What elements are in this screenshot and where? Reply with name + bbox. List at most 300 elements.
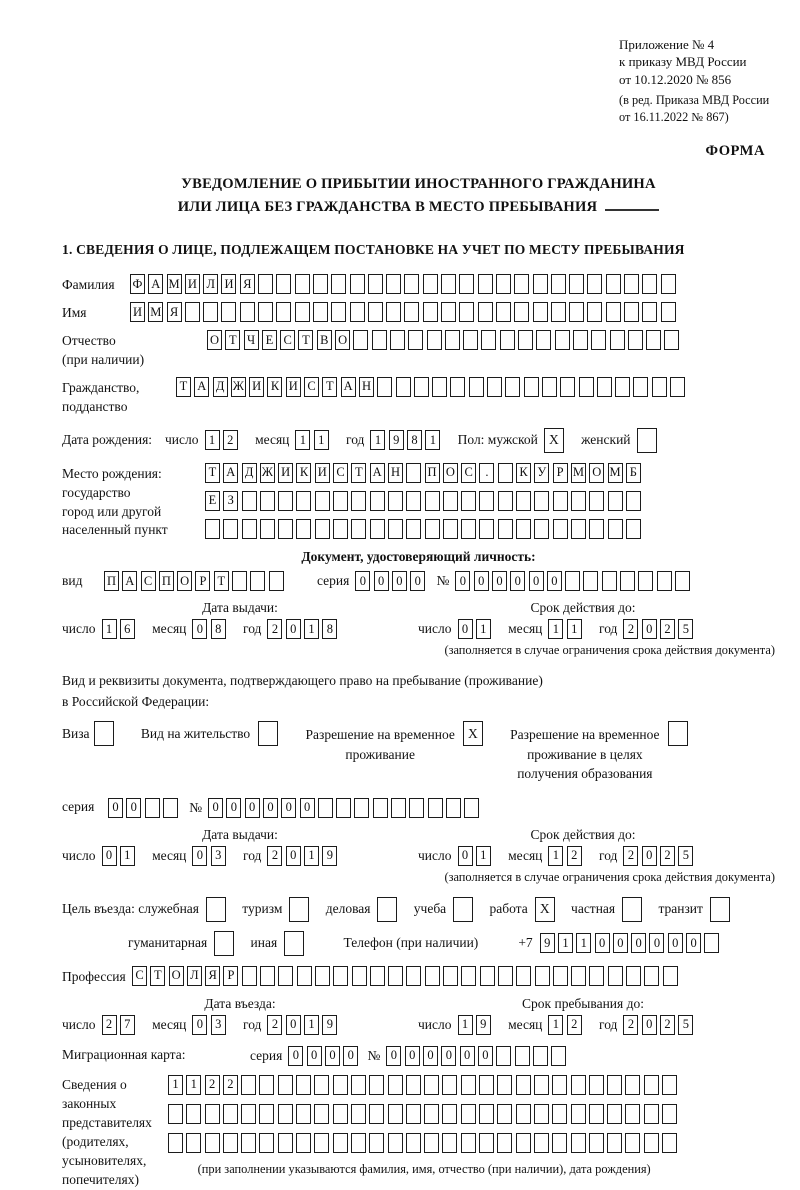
char-cell-filled[interactable]: 2 <box>623 619 638 639</box>
char-cell-empty[interactable] <box>615 377 630 397</box>
char-cell-filled[interactable]: 0 <box>300 798 315 818</box>
char-cell-empty[interactable] <box>628 330 643 350</box>
char-cell-empty[interactable] <box>644 1104 659 1124</box>
char-cell-filled[interactable]: Я <box>167 302 182 322</box>
char-cell-empty[interactable] <box>652 377 667 397</box>
char-cell-filled[interactable]: 2 <box>623 1015 638 1035</box>
char-cell-filled[interactable]: П <box>425 463 440 483</box>
char-cell-filled[interactable]: 9 <box>322 1015 337 1035</box>
char-cell-filled[interactable]: 0 <box>595 933 610 953</box>
char-cell-empty[interactable] <box>514 302 529 322</box>
char-cell-empty[interactable] <box>428 798 443 818</box>
char-cell-empty[interactable] <box>459 302 474 322</box>
char-cell-empty[interactable] <box>203 302 218 322</box>
char-cell-empty[interactable] <box>315 491 330 511</box>
char-cell-empty[interactable] <box>406 1104 421 1124</box>
char-cell-empty[interactable] <box>479 1104 494 1124</box>
char-cell-empty[interactable] <box>331 302 346 322</box>
char-cell-empty[interactable] <box>373 798 388 818</box>
char-cell-empty[interactable] <box>351 491 366 511</box>
char-cell-empty[interactable] <box>278 1133 293 1153</box>
char-cell-empty[interactable] <box>314 1075 329 1095</box>
char-cell-empty[interactable] <box>704 933 719 953</box>
char-cell-filled[interactable]: Я <box>205 966 220 986</box>
char-cell-empty[interactable] <box>94 721 114 746</box>
char-cell-filled[interactable]: 2 <box>267 846 282 866</box>
char-cell-filled[interactable]: . <box>479 463 494 483</box>
char-cell-empty[interactable] <box>168 1104 183 1124</box>
char-cell-empty[interactable] <box>369 1104 384 1124</box>
char-cell-filled[interactable]: 0 <box>392 571 407 591</box>
char-cell-filled[interactable]: 0 <box>668 933 683 953</box>
char-cell-empty[interactable] <box>569 302 584 322</box>
char-cell-filled[interactable]: О <box>207 330 222 350</box>
char-cell-filled[interactable]: М <box>167 274 182 294</box>
char-cell-empty[interactable] <box>469 377 484 397</box>
char-cell-empty[interactable] <box>442 1133 457 1153</box>
char-cell-empty[interactable] <box>423 302 438 322</box>
char-cell-empty[interactable] <box>331 274 346 294</box>
char-cell-filled[interactable]: 2 <box>660 619 675 639</box>
char-cell-empty[interactable] <box>315 966 330 986</box>
char-cell-empty[interactable] <box>497 1075 512 1095</box>
char-cell-filled[interactable]: А <box>370 463 385 483</box>
char-cell-filled[interactable]: 0 <box>455 571 470 591</box>
char-cell-empty[interactable] <box>675 571 690 591</box>
char-cell-filled[interactable]: Л <box>187 966 202 986</box>
char-cell-empty[interactable] <box>496 274 511 294</box>
char-cell-empty[interactable] <box>278 1075 293 1095</box>
char-cell-empty[interactable] <box>518 330 533 350</box>
char-cell-empty[interactable] <box>571 966 586 986</box>
char-cell-empty[interactable] <box>377 897 397 922</box>
char-cell-filled[interactable]: 0 <box>410 571 425 591</box>
char-cell-empty[interactable] <box>425 519 440 539</box>
char-cell-filled[interactable]: X <box>463 721 483 746</box>
char-cell-filled[interactable]: Р <box>553 463 568 483</box>
char-cell-filled[interactable]: 6 <box>120 619 135 639</box>
char-cell-empty[interactable] <box>351 519 366 539</box>
char-cell-empty[interactable] <box>242 966 257 986</box>
char-cell-empty[interactable] <box>408 330 423 350</box>
char-cell-empty[interactable] <box>296 1133 311 1153</box>
char-cell-filled[interactable]: 1 <box>314 430 329 450</box>
char-cell-filled[interactable]: 1 <box>558 933 573 953</box>
char-cell-empty[interactable] <box>496 302 511 322</box>
char-cell-empty[interactable] <box>589 491 604 511</box>
char-cell-filled[interactable]: 1 <box>186 1075 201 1095</box>
char-cell-empty[interactable] <box>552 1133 567 1153</box>
char-cell-empty[interactable] <box>533 1046 548 1066</box>
char-cell-empty[interactable] <box>589 1104 604 1124</box>
char-cell-empty[interactable] <box>551 1046 566 1066</box>
char-cell-empty[interactable] <box>406 966 421 986</box>
char-cell-empty[interactable] <box>259 1075 274 1095</box>
char-cell-empty[interactable] <box>446 798 461 818</box>
char-cell-filled[interactable]: 0 <box>642 619 657 639</box>
char-cell-filled[interactable]: 0 <box>642 1015 657 1035</box>
char-cell-filled[interactable]: И <box>315 463 330 483</box>
char-cell-filled[interactable]: 2 <box>267 619 282 639</box>
char-cell-empty[interactable] <box>406 463 421 483</box>
char-cell-filled[interactable]: 0 <box>441 1046 456 1066</box>
char-cell-empty[interactable] <box>625 1075 640 1095</box>
char-cell-empty[interactable] <box>479 519 494 539</box>
char-cell-filled[interactable]: О <box>589 463 604 483</box>
char-cell-filled[interactable]: Л <box>203 274 218 294</box>
char-cell-empty[interactable] <box>463 330 478 350</box>
char-cell-empty[interactable] <box>587 274 602 294</box>
char-cell-filled[interactable]: 0 <box>126 798 141 818</box>
char-cell-filled[interactable]: О <box>177 571 192 591</box>
char-cell-empty[interactable] <box>278 519 293 539</box>
char-cell-empty[interactable] <box>514 274 529 294</box>
char-cell-empty[interactable] <box>450 377 465 397</box>
char-cell-filled[interactable]: Т <box>214 571 229 591</box>
char-cell-filled[interactable]: 1 <box>548 846 563 866</box>
char-cell-empty[interactable] <box>589 966 604 986</box>
char-cell-empty[interactable] <box>552 1075 567 1095</box>
char-cell-filled[interactable]: М <box>571 463 586 483</box>
char-cell-empty[interactable] <box>406 1075 421 1095</box>
char-cell-empty[interactable] <box>441 302 456 322</box>
char-cell-empty[interactable] <box>297 966 312 986</box>
char-cell-empty[interactable] <box>241 1104 256 1124</box>
char-cell-empty[interactable] <box>542 377 557 397</box>
char-cell-filled[interactable]: 0 <box>478 1046 493 1066</box>
char-cell-empty[interactable] <box>260 966 275 986</box>
char-cell-empty[interactable] <box>352 966 367 986</box>
char-cell-filled[interactable]: О <box>169 966 184 986</box>
char-cell-filled[interactable]: А <box>341 377 356 397</box>
char-cell-filled[interactable]: 0 <box>405 1046 420 1066</box>
char-cell-filled[interactable]: 1 <box>425 430 440 450</box>
char-cell-empty[interactable] <box>278 1104 293 1124</box>
char-cell-filled[interactable]: 1 <box>295 430 310 450</box>
char-cell-empty[interactable] <box>534 491 549 511</box>
char-cell-empty[interactable] <box>372 330 387 350</box>
char-cell-filled[interactable]: 0 <box>474 571 489 591</box>
char-cell-empty[interactable] <box>668 721 688 746</box>
char-cell-filled[interactable]: 9 <box>476 1015 491 1035</box>
char-cell-empty[interactable] <box>276 274 291 294</box>
char-cell-filled[interactable]: Т <box>225 330 240 350</box>
char-cell-empty[interactable] <box>333 1133 348 1153</box>
char-cell-filled[interactable]: 2 <box>102 1015 117 1035</box>
char-cell-empty[interactable] <box>602 571 617 591</box>
char-cell-empty[interactable] <box>461 966 476 986</box>
char-cell-filled[interactable]: 0 <box>192 1015 207 1035</box>
char-cell-filled[interactable]: 8 <box>211 619 226 639</box>
char-cell-filled[interactable]: 1 <box>304 1015 319 1035</box>
char-cell-empty[interactable] <box>663 966 678 986</box>
char-cell-filled[interactable]: 0 <box>686 933 701 953</box>
char-cell-filled[interactable]: Т <box>351 463 366 483</box>
char-cell-empty[interactable] <box>606 302 621 322</box>
char-cell-empty[interactable] <box>551 302 566 322</box>
char-cell-empty[interactable] <box>350 302 365 322</box>
char-cell-filled[interactable]: З <box>223 491 238 511</box>
char-cell-filled[interactable]: 0 <box>423 1046 438 1066</box>
char-cell-empty[interactable] <box>571 1075 586 1095</box>
char-cell-empty[interactable] <box>333 491 348 511</box>
char-cell-filled[interactable]: 0 <box>642 846 657 866</box>
char-cell-empty[interactable] <box>289 897 309 922</box>
char-cell-empty[interactable] <box>388 519 403 539</box>
char-cell-empty[interactable] <box>496 1046 511 1066</box>
char-cell-empty[interactable] <box>350 274 365 294</box>
char-cell-empty[interactable] <box>551 274 566 294</box>
char-cell-empty[interactable] <box>391 798 406 818</box>
char-cell-filled[interactable]: Е <box>205 491 220 511</box>
char-cell-empty[interactable] <box>533 302 548 322</box>
char-cell-empty[interactable] <box>223 519 238 539</box>
char-cell-empty[interactable] <box>461 1133 476 1153</box>
char-cell-empty[interactable] <box>662 1075 677 1095</box>
char-cell-filled[interactable]: Н <box>359 377 374 397</box>
char-cell-empty[interactable] <box>443 491 458 511</box>
char-cell-empty[interactable] <box>388 491 403 511</box>
char-cell-empty[interactable] <box>369 1133 384 1153</box>
char-cell-filled[interactable]: 0 <box>631 933 646 953</box>
char-cell-filled[interactable]: 2 <box>223 1075 238 1095</box>
char-cell-empty[interactable] <box>610 330 625 350</box>
char-cell-empty[interactable] <box>368 302 383 322</box>
char-cell-filled[interactable]: 0 <box>529 571 544 591</box>
char-cell-empty[interactable] <box>296 519 311 539</box>
char-cell-empty[interactable] <box>295 302 310 322</box>
char-cell-filled[interactable]: 8 <box>407 430 422 450</box>
char-cell-empty[interactable] <box>644 1133 659 1153</box>
char-cell-filled[interactable]: И <box>185 274 200 294</box>
char-cell-empty[interactable] <box>453 897 473 922</box>
char-cell-empty[interactable] <box>296 1104 311 1124</box>
char-cell-empty[interactable] <box>622 897 642 922</box>
char-cell-empty[interactable] <box>409 798 424 818</box>
char-cell-empty[interactable] <box>223 1133 238 1153</box>
char-cell-filled[interactable]: 0 <box>325 1046 340 1066</box>
char-cell-filled[interactable]: 3 <box>211 846 226 866</box>
char-cell-filled[interactable]: Ж <box>231 377 246 397</box>
char-cell-empty[interactable] <box>145 798 160 818</box>
char-cell-empty[interactable] <box>240 302 255 322</box>
char-cell-empty[interactable] <box>424 1133 439 1153</box>
char-cell-empty[interactable] <box>396 377 411 397</box>
char-cell-empty[interactable] <box>553 519 568 539</box>
char-cell-empty[interactable] <box>662 1104 677 1124</box>
char-cell-empty[interactable] <box>607 1133 622 1153</box>
char-cell-empty[interactable] <box>260 491 275 511</box>
char-cell-filled[interactable]: 0 <box>649 933 664 953</box>
char-cell-filled[interactable]: 0 <box>192 846 207 866</box>
char-cell-filled[interactable]: 1 <box>168 1075 183 1095</box>
char-cell-filled[interactable]: Д <box>242 463 257 483</box>
char-cell-empty[interactable] <box>587 302 602 322</box>
char-cell-filled[interactable]: Ч <box>244 330 259 350</box>
char-cell-filled[interactable]: Б <box>626 463 641 483</box>
char-cell-filled[interactable]: 0 <box>460 1046 475 1066</box>
char-cell-filled[interactable]: К <box>516 463 531 483</box>
char-cell-empty[interactable] <box>608 519 623 539</box>
char-cell-filled[interactable]: 0 <box>547 571 562 591</box>
char-cell-empty[interactable] <box>608 491 623 511</box>
char-cell-filled[interactable]: 1 <box>567 619 582 639</box>
char-cell-filled[interactable]: 5 <box>678 846 693 866</box>
char-cell-empty[interactable] <box>441 274 456 294</box>
char-cell-filled[interactable]: 0 <box>286 1015 301 1035</box>
char-cell-empty[interactable] <box>386 302 401 322</box>
char-cell-empty[interactable] <box>516 491 531 511</box>
char-cell-empty[interactable] <box>242 519 257 539</box>
char-cell-empty[interactable] <box>625 1133 640 1153</box>
char-cell-filled[interactable]: 7 <box>120 1015 135 1035</box>
char-cell-empty[interactable] <box>336 798 351 818</box>
char-cell-filled[interactable]: И <box>278 463 293 483</box>
char-cell-filled[interactable]: 0 <box>386 1046 401 1066</box>
char-cell-filled[interactable]: 0 <box>108 798 123 818</box>
char-cell-filled[interactable]: Р <box>223 966 238 986</box>
char-cell-filled[interactable]: 0 <box>288 1046 303 1066</box>
char-cell-filled[interactable]: 5 <box>678 619 693 639</box>
char-cell-empty[interactable] <box>534 519 549 539</box>
char-cell-empty[interactable] <box>646 330 661 350</box>
char-cell-empty[interactable] <box>571 1133 586 1153</box>
char-cell-empty[interactable] <box>607 1104 622 1124</box>
char-cell-filled[interactable]: 1 <box>102 619 117 639</box>
char-cell-filled[interactable]: 0 <box>208 798 223 818</box>
char-cell-empty[interactable] <box>535 966 550 986</box>
char-cell-empty[interactable] <box>515 1046 530 1066</box>
char-cell-empty[interactable] <box>369 1075 384 1095</box>
char-cell-empty[interactable] <box>638 571 653 591</box>
char-cell-filled[interactable]: 2 <box>223 430 238 450</box>
char-cell-empty[interactable] <box>386 274 401 294</box>
char-cell-filled[interactable]: П <box>159 571 174 591</box>
char-cell-empty[interactable] <box>313 274 328 294</box>
char-cell-empty[interactable] <box>424 1075 439 1095</box>
char-cell-empty[interactable] <box>185 302 200 322</box>
char-cell-empty[interactable] <box>313 302 328 322</box>
char-cell-filled[interactable]: У <box>534 463 549 483</box>
char-cell-empty[interactable] <box>205 1104 220 1124</box>
char-cell-filled[interactable]: Е <box>262 330 277 350</box>
char-cell-filled[interactable]: 1 <box>120 846 135 866</box>
char-cell-filled[interactable]: 0 <box>374 571 389 591</box>
char-cell-filled[interactable]: 1 <box>548 619 563 639</box>
char-cell-filled[interactable]: О <box>335 330 350 350</box>
char-cell-empty[interactable] <box>241 1075 256 1095</box>
char-cell-empty[interactable] <box>163 798 178 818</box>
char-cell-empty[interactable] <box>315 519 330 539</box>
char-cell-empty[interactable] <box>461 1075 476 1095</box>
char-cell-filled[interactable]: Ж <box>260 463 275 483</box>
char-cell-empty[interactable] <box>553 491 568 511</box>
char-cell-empty[interactable] <box>461 519 476 539</box>
char-cell-filled[interactable]: 0 <box>192 619 207 639</box>
char-cell-filled[interactable]: М <box>608 463 623 483</box>
char-cell-empty[interactable] <box>500 330 515 350</box>
char-cell-empty[interactable] <box>406 491 421 511</box>
char-cell-empty[interactable] <box>479 1133 494 1153</box>
char-cell-filled[interactable]: 1 <box>476 846 491 866</box>
char-cell-filled[interactable]: 8 <box>322 619 337 639</box>
char-cell-filled[interactable]: 2 <box>567 846 582 866</box>
char-cell-empty[interactable] <box>214 931 234 956</box>
char-cell-empty[interactable] <box>259 1133 274 1153</box>
char-cell-filled[interactable]: 1 <box>304 619 319 639</box>
char-cell-filled[interactable]: X <box>535 897 555 922</box>
char-cell-empty[interactable] <box>516 966 531 986</box>
char-cell-empty[interactable] <box>498 519 513 539</box>
char-cell-empty[interactable] <box>459 274 474 294</box>
char-cell-filled[interactable]: 2 <box>660 1015 675 1035</box>
char-cell-filled[interactable]: 2 <box>267 1015 282 1035</box>
char-cell-empty[interactable] <box>480 966 495 986</box>
char-cell-empty[interactable] <box>552 1104 567 1124</box>
char-cell-empty[interactable] <box>625 1104 640 1124</box>
char-cell-empty[interactable] <box>406 519 421 539</box>
char-cell-empty[interactable] <box>353 330 368 350</box>
char-cell-empty[interactable] <box>478 302 493 322</box>
char-cell-empty[interactable] <box>637 428 657 453</box>
char-cell-empty[interactable] <box>388 1133 403 1153</box>
char-cell-empty[interactable] <box>565 571 580 591</box>
char-cell-empty[interactable] <box>524 377 539 397</box>
char-cell-filled[interactable]: 0 <box>263 798 278 818</box>
char-cell-empty[interactable] <box>620 571 635 591</box>
char-cell-empty[interactable] <box>186 1104 201 1124</box>
char-cell-empty[interactable] <box>583 571 598 591</box>
char-cell-empty[interactable] <box>498 966 513 986</box>
char-cell-empty[interactable] <box>278 966 293 986</box>
char-cell-empty[interactable] <box>260 519 275 539</box>
char-cell-empty[interactable] <box>597 377 612 397</box>
char-cell-filled[interactable]: 0 <box>355 571 370 591</box>
char-cell-empty[interactable] <box>644 1075 659 1095</box>
char-cell-filled[interactable]: 0 <box>307 1046 322 1066</box>
char-cell-empty[interactable] <box>406 1133 421 1153</box>
char-cell-empty[interactable] <box>205 519 220 539</box>
char-cell-empty[interactable] <box>427 330 442 350</box>
char-cell-empty[interactable] <box>644 966 659 986</box>
char-cell-empty[interactable] <box>318 798 333 818</box>
char-cell-empty[interactable] <box>553 966 568 986</box>
char-cell-filled[interactable]: Т <box>322 377 337 397</box>
char-cell-filled[interactable]: 2 <box>205 1075 220 1095</box>
char-cell-filled[interactable]: Т <box>298 330 313 350</box>
char-cell-filled[interactable]: 0 <box>102 846 117 866</box>
char-cell-empty[interactable] <box>205 1133 220 1153</box>
char-cell-filled[interactable]: 1 <box>458 1015 473 1035</box>
char-cell-empty[interactable] <box>258 302 273 322</box>
char-cell-empty[interactable] <box>269 571 284 591</box>
char-cell-empty[interactable] <box>589 519 604 539</box>
char-cell-filled[interactable]: 5 <box>678 1015 693 1035</box>
char-cell-empty[interactable] <box>259 1104 274 1124</box>
char-cell-empty[interactable] <box>284 931 304 956</box>
char-cell-filled[interactable]: 0 <box>286 846 301 866</box>
char-cell-empty[interactable] <box>221 302 236 322</box>
char-cell-empty[interactable] <box>258 274 273 294</box>
char-cell-filled[interactable]: 2 <box>623 846 638 866</box>
char-cell-empty[interactable] <box>351 1133 366 1153</box>
char-cell-empty[interactable] <box>606 274 621 294</box>
char-cell-empty[interactable] <box>533 274 548 294</box>
char-cell-filled[interactable]: С <box>333 463 348 483</box>
char-cell-filled[interactable]: 0 <box>281 798 296 818</box>
char-cell-empty[interactable] <box>487 377 502 397</box>
char-cell-empty[interactable] <box>571 491 586 511</box>
